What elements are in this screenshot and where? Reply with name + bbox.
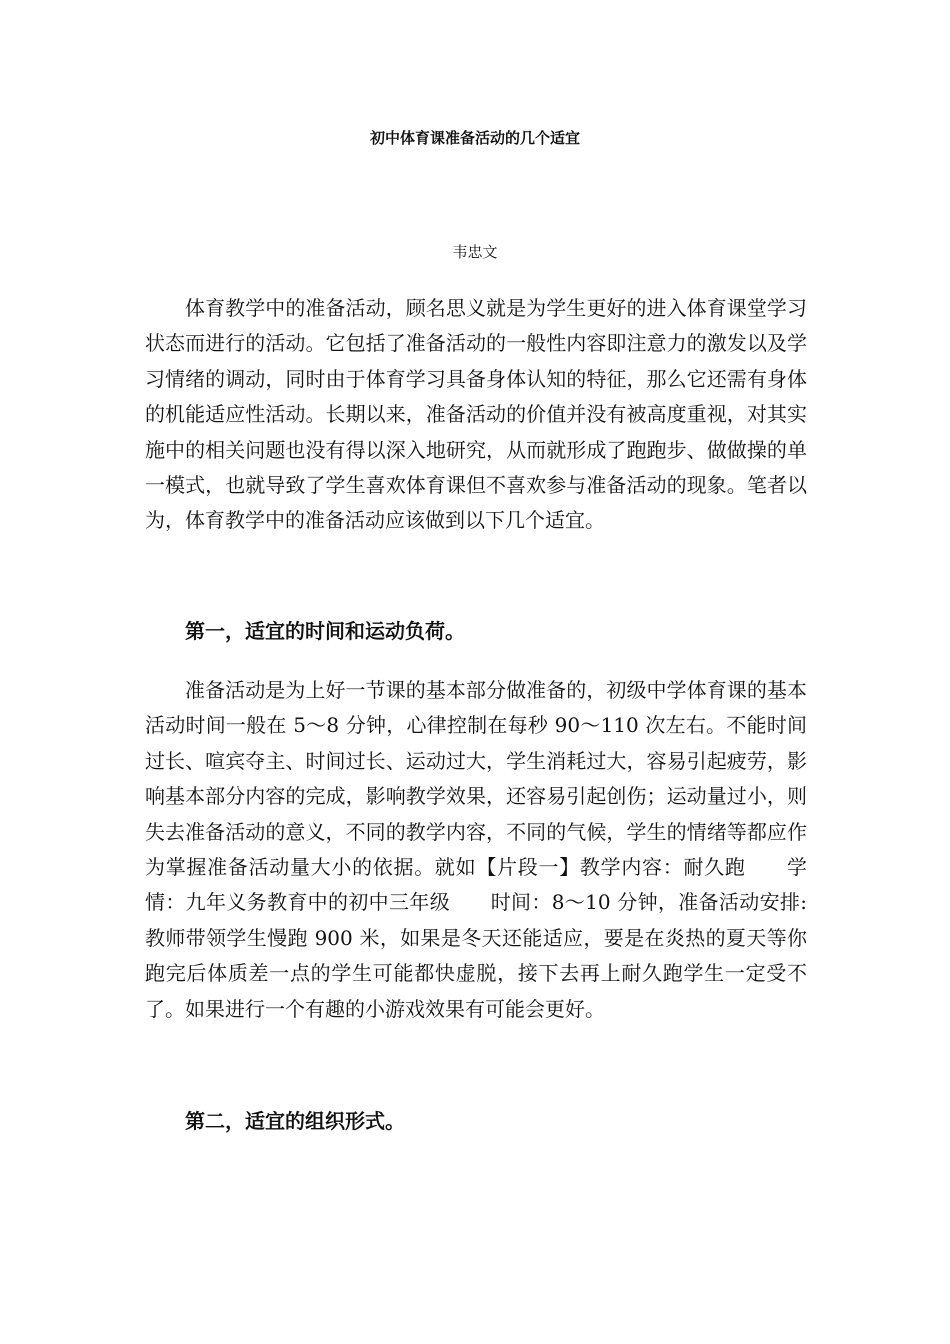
document-author: 韦忠文 bbox=[452, 243, 498, 261]
document-title: 初中体育课准备活动的几个适宜 bbox=[369, 129, 580, 147]
section-1-paragraph: 准备活动是为上好一节课的基本部分做准备的，初级中学体育课的基本活动时间一般在 5～8 分钟，心律控制在每秒 90～110 次左右。不能时间过长、喧宾夺主、时间过长、运动过大，学生消耗过大，容易引起疲劳，影响基本部分内容的完成，影响教学效果，还容易引起创伤；运动量过小，则失去准备活动的意义，不同的教学内容，不同的气候，学生的情绪等都应作为掌握准备活动量大小的依据。就如【片段一】教学内容：耐久跑 学情：九年义务教育中的初中三年级 时间：8～10 分钟，准备活动安排:教师带领学生慢跑 900 米，如果是冬天还能适应，要是在炎热的夏天等你跑完后体质差一点的学生可能都快虚脱，接下去再上耐久跑学生一定受不了。如果进行一个有趣的小游戏效果有可能会更好。 bbox=[145, 678, 807, 1021]
section-heading-1: 第一，适宜的时间和运动负荷。 bbox=[185, 619, 465, 643]
section-heading-2: 第二，适宜的组织形式。 bbox=[185, 1109, 405, 1133]
intro-paragraph: 体育教学中的准备活动，顾名思义就是为学生更好的进入体育课堂学习状态而进行的活动。它包括了准备活动的一般性内容即注意力的激发以及学习情绪的调动，同时由于体育学习具备身体认知的特征，那么它还需有身体的机能适应性活动。长期以来，准备活动的价值并没有被高度重视，对其实施中的相关问题也没有得以深入地研究，从而就形成了跑跑步、做做操的单一模式，也就导致了学生喜欢体育课但不喜欢参与准备活动的现象。笔者以为，体育教学中的准备活动应该做到以下几个适宜。 bbox=[145, 296, 807, 533]
